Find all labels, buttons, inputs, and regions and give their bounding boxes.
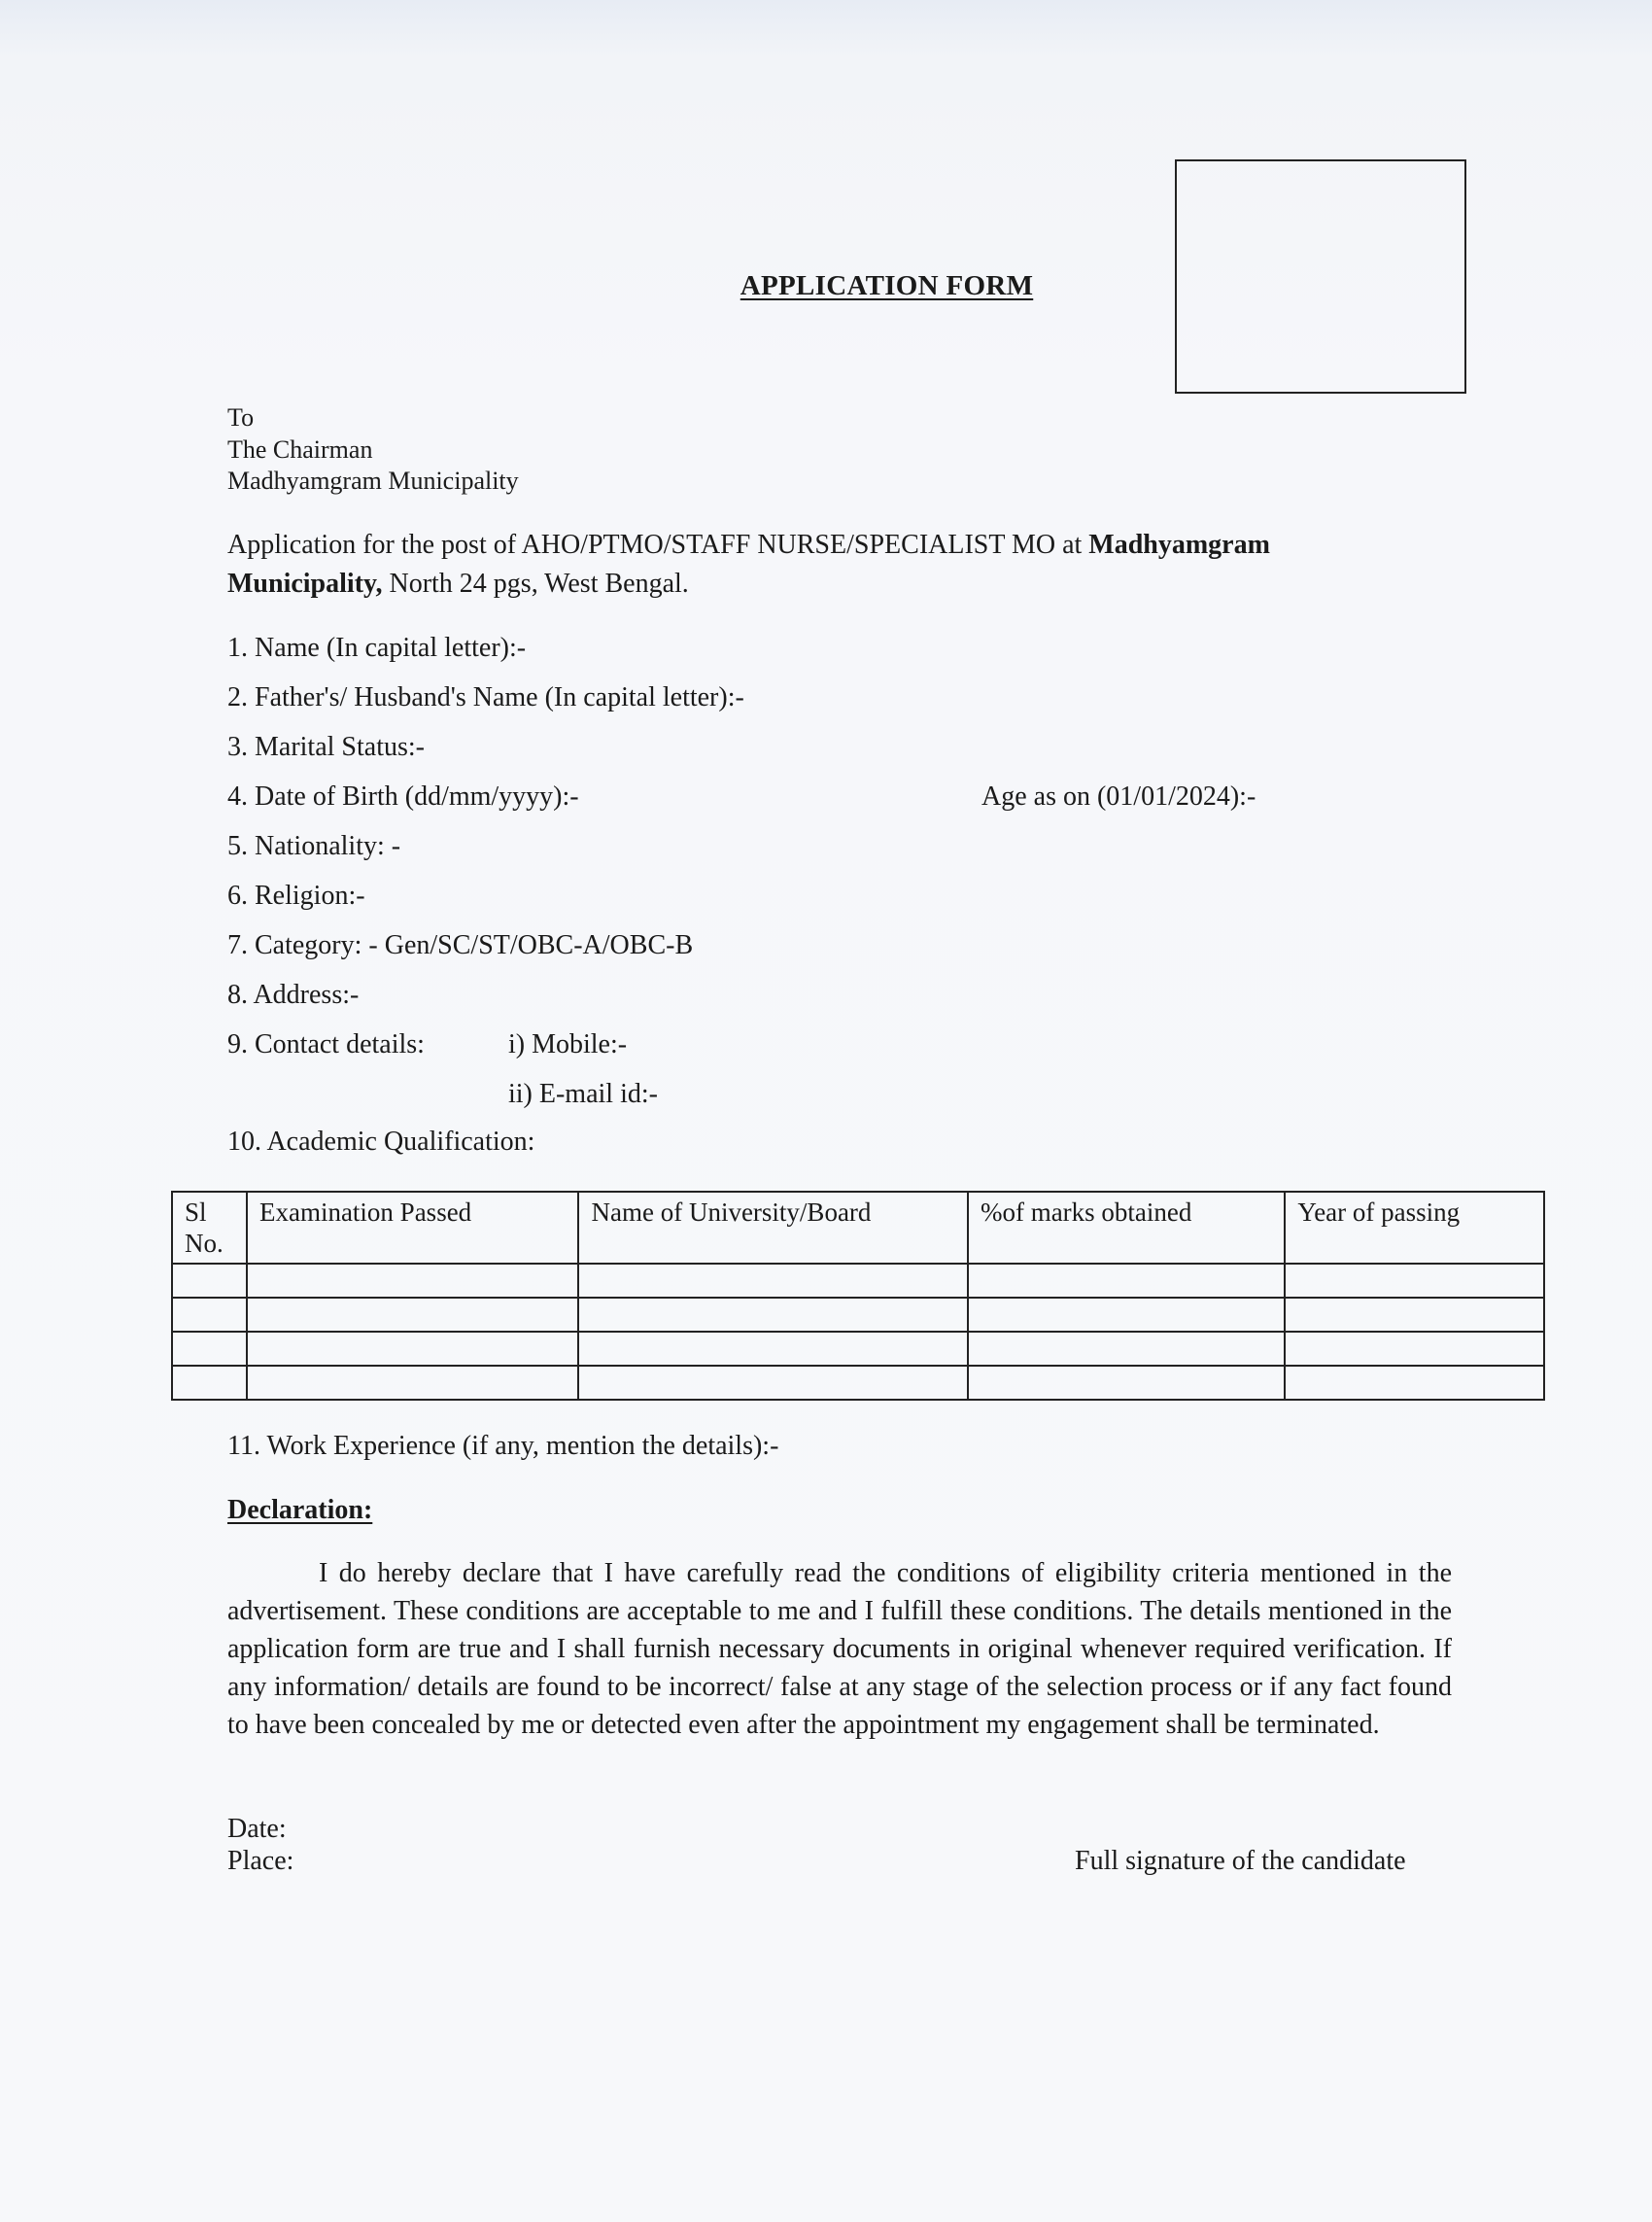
table-row [172, 1366, 1544, 1400]
field-category: 7. Category: - Gen/SC/ST/OBC-A/OBC-B [227, 930, 694, 960]
table-row [172, 1298, 1544, 1332]
form-title: APPLICATION FORM [740, 270, 1034, 301]
table-row [172, 1332, 1544, 1366]
field-father-name: 2. Father's/ Husband's Name (In capital letter):- [227, 682, 744, 712]
intro-municipality-cont: Municipality, [227, 569, 383, 599]
table-cell[interactable] [172, 1366, 247, 1400]
intro-municipality: Madhyamgram [1088, 530, 1270, 560]
table-header-row [172, 1192, 1544, 1264]
table-cell[interactable] [172, 1264, 247, 1298]
footer-place: Place: [227, 1846, 294, 1876]
header-sl-no: Sl No. [172, 1192, 247, 1264]
declaration-text: I do hereby declare that I have carefully read the conditions of eligibility criteria mentioned in the advertisement. These conditions are acceptable to me and I fulfill these conditions. The details mentioned in the application form are true and I shall furnish necessary documents in original whenever required verification. If any information/ details are found to be incorrect/ false at any stage of the selection process or if any fact found to have been concealed by me or detected even after the appointment my engagement shall be terminated. [227, 1558, 1452, 1740]
table-cell[interactable] [578, 1298, 967, 1332]
application-intro [227, 526, 1432, 604]
table-cell[interactable] [578, 1366, 967, 1400]
intro-text: Application for the post of AHO/PTMO/STAFF NURSE/SPECIALIST MO at [227, 530, 1089, 560]
field-religion: 6. Religion:- [227, 881, 365, 911]
header-year: Year of passing [1285, 1192, 1544, 1264]
field-work-experience: 11. Work Experience (if any, mention the details):- [227, 1431, 779, 1461]
table-cell[interactable] [1285, 1298, 1544, 1332]
field-marital-status: 3. Marital Status:- [227, 732, 425, 762]
footer-date: Date: [227, 1814, 287, 1844]
table-cell[interactable] [578, 1264, 967, 1298]
table-cell[interactable] [1285, 1264, 1544, 1298]
table-cell[interactable] [1285, 1366, 1544, 1400]
table-cell[interactable] [968, 1264, 1285, 1298]
table-row [172, 1264, 1544, 1298]
field-email: ii) E-mail id:- [508, 1079, 658, 1109]
field-address: 8. Address:- [227, 980, 360, 1010]
qualification-table [171, 1191, 1545, 1401]
table-cell[interactable] [247, 1366, 579, 1400]
address-organization: Madhyamgram Municipality [227, 467, 519, 495]
header-marks: %of marks obtained [968, 1192, 1285, 1264]
intro-location: North 24 pgs, West Bengal. [382, 569, 689, 599]
address-recipient: The Chairman [227, 435, 373, 464]
field-academic: 10. Academic Qualification: [227, 1127, 535, 1157]
table-cell[interactable] [578, 1332, 967, 1366]
field-name: 1. Name (In capital letter):- [227, 633, 527, 663]
table-cell[interactable] [247, 1264, 579, 1298]
field-age: Age as on (01/01/2024):- [981, 781, 1256, 812]
field-dob: 4. Date of Birth (dd/mm/yyyy):- [227, 781, 579, 812]
address-to: To [227, 403, 255, 432]
declaration-heading: Declaration: [227, 1495, 373, 1525]
field-nationality: 5. Nationality: - [227, 831, 401, 861]
header-examination: Examination Passed [247, 1192, 579, 1264]
table-cell[interactable] [1285, 1332, 1544, 1366]
table-cell[interactable] [968, 1298, 1285, 1332]
table-cell[interactable] [247, 1332, 579, 1366]
table-cell[interactable] [172, 1298, 247, 1332]
header-university: Name of University/Board [578, 1192, 967, 1264]
field-contact: 9. Contact details: [227, 1029, 425, 1059]
table-cell[interactable] [968, 1366, 1285, 1400]
footer-signature: Full signature of the candidate [1075, 1846, 1406, 1876]
table-cell[interactable] [968, 1332, 1285, 1366]
table-cell[interactable] [172, 1332, 247, 1366]
table-cell[interactable] [247, 1298, 579, 1332]
field-mobile: i) Mobile:- [508, 1029, 628, 1059]
